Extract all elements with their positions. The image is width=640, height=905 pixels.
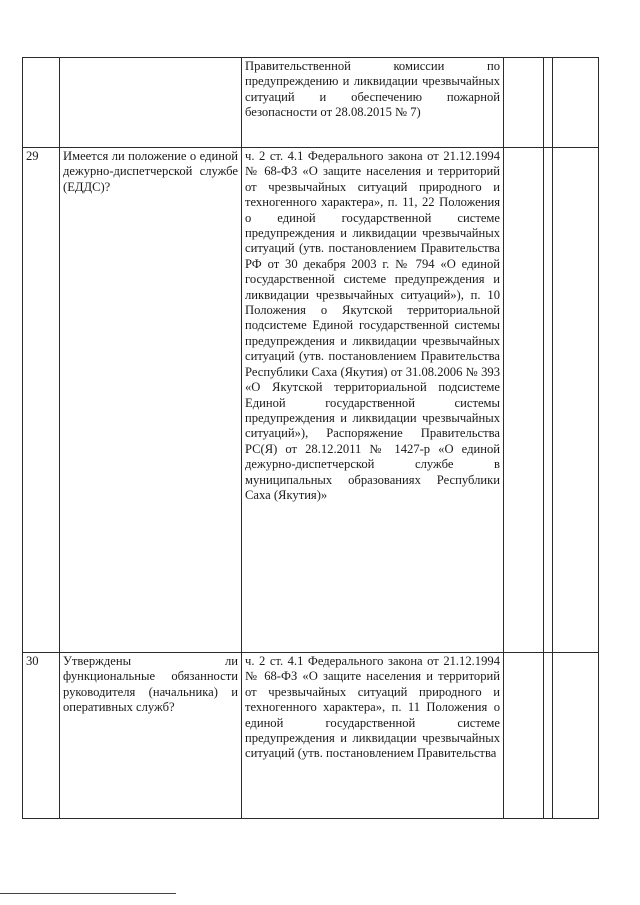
question-cell: Имеется ли положение о единой дежурно-диспетчерской службе (ЕДДС)? <box>60 148 242 653</box>
legal-reference-cell: ч. 2 ст. 4.1 Федерального закона от 21.12.1994 № 68-ФЗ «О защите населения и территорий от чрезвычайных ситуаций природного и техногенного характера», п. 11, 22 Положения о единой государственной системе предупреждения и ликвидации чрезвычайных ситуаций (утв. постановлением Правительства РФ от 30 декабря 2003 г. № 794 «О единой государственной системе предупреждения и ликвидации чрезвычайных ситуаций»), п. 10 Положения о Якутской территориальной подсистеме Единой государственной системы предупреждения и ликвидации чрезвычайных ситуаций (утв. постановлением Правительства Республики Саха (Якутия) от 31.08.2006 № 393 «О Якутской территориальной подсистеме Единой государственной системы предупреждения и ликвидации чрезвычайных ситуаций»), Распоряжение Правительства РС(Я) от 28.12.2011 № 1427-р «О единой дежурно-диспетчерской службе в муниципальных образованиях Республики Саха (Якутия)» <box>242 148 504 653</box>
table-row <box>23 148 599 653</box>
table-row <box>23 58 599 148</box>
question-cell: Утверждены ли функциональные обязанности руководителя (начальника) и оперативных служб? <box>60 653 242 819</box>
question-cell <box>60 58 242 148</box>
answer-no-cell <box>544 58 553 148</box>
footnote-separator <box>0 893 176 894</box>
checklist-table <box>22 57 599 819</box>
answer-no-cell <box>544 653 553 819</box>
row-number-cell: 29 <box>23 148 60 653</box>
answer-no-cell <box>544 148 553 653</box>
row-number-cell <box>23 58 60 148</box>
answer-note-cell <box>553 58 599 148</box>
answer-note-cell <box>553 148 599 653</box>
row-number-cell: 30 <box>23 653 60 819</box>
answer-yes-cell <box>504 58 544 148</box>
legal-reference-cell: ч. 2 ст. 4.1 Федерального закона от 21.12.1994 № 68-ФЗ «О защите населения и территорий от чрезвычайных ситуаций природного и техногенного характера», п. 11 Положения о единой государственной системе предупреждения и ликвидации чрезвычайных ситуаций (утв. постановлением Правительства <box>242 653 504 819</box>
legal-reference-cell: Правительственной комиссии по предупреждению и ликвидации чрезвычайных ситуаций и обеспечению пожарной безопасности от 28.08.2015 № 7) <box>242 58 504 148</box>
answer-yes-cell <box>504 148 544 653</box>
answer-yes-cell <box>504 653 544 819</box>
answer-note-cell <box>553 653 599 819</box>
table-row <box>23 653 599 819</box>
